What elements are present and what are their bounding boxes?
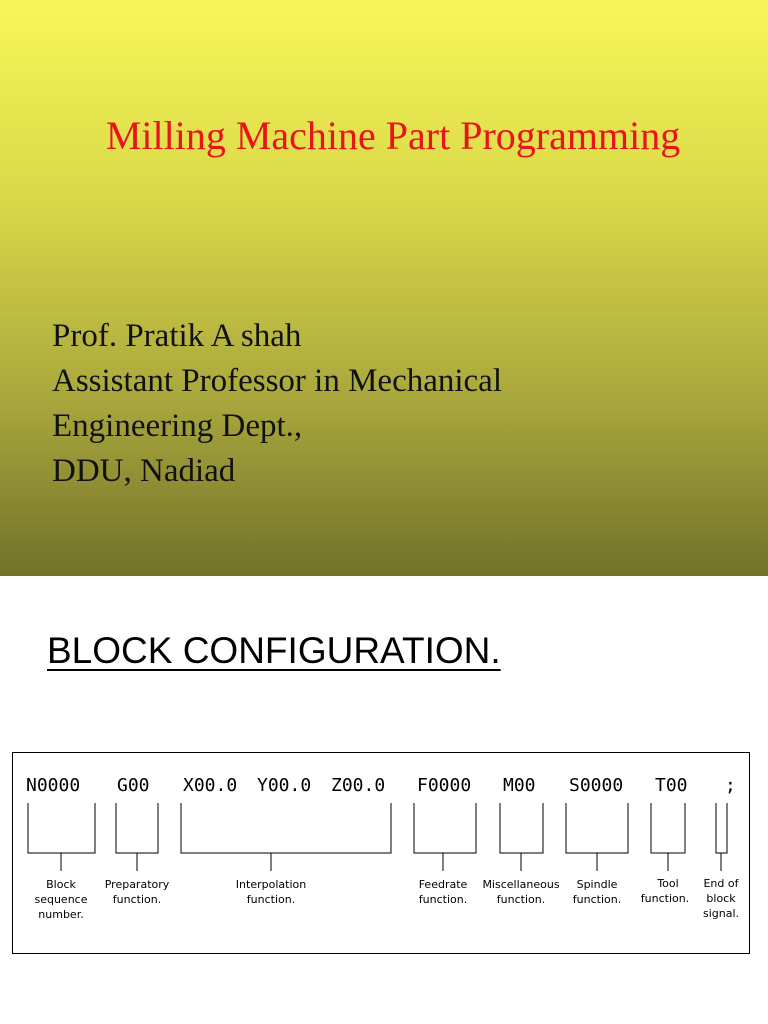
bracket-block-number bbox=[28, 803, 95, 853]
bracket-tool bbox=[651, 803, 685, 853]
label-preparatory-line1: Preparatory bbox=[104, 878, 170, 891]
code-block-number: N0000 bbox=[26, 775, 81, 796]
author-position: Assistant Professor in Mechanical bbox=[52, 363, 502, 399]
author-department: Engineering Dept., bbox=[52, 408, 303, 444]
bracket-spindle bbox=[566, 803, 628, 853]
code-end-of-block: ; bbox=[725, 775, 736, 796]
label-tool-line2: function. bbox=[640, 892, 690, 905]
label-block-number-line3: number. bbox=[38, 908, 84, 921]
author-institution: DDU, Nadiad bbox=[52, 453, 236, 489]
label-end-of-block-line1: End of bbox=[703, 877, 739, 890]
bracket-miscellaneous bbox=[500, 803, 543, 853]
bracket-feedrate bbox=[414, 803, 476, 853]
code-z-axis: Z00.0 bbox=[331, 775, 386, 796]
bracket-interpolation bbox=[181, 803, 391, 853]
label-spindle-line1: Spindle bbox=[576, 878, 618, 891]
label-spindle-line2: function. bbox=[572, 893, 622, 906]
section-heading: BLOCK CONFIGURATION. bbox=[47, 630, 501, 671]
label-tool-line1: Tool bbox=[657, 877, 679, 890]
label-feedrate-line1: Feedrate bbox=[418, 878, 468, 891]
label-interpolation-line1: Interpolation bbox=[235, 878, 307, 891]
code-y-axis: Y00.0 bbox=[257, 775, 312, 796]
label-block-number-line1: Block bbox=[46, 878, 76, 891]
slide-title: Milling Machine Part Programming bbox=[105, 113, 681, 158]
code-preparatory: G00 bbox=[117, 775, 150, 796]
label-end-of-block-line2: block bbox=[706, 892, 736, 905]
code-miscellaneous: M00 bbox=[503, 775, 536, 796]
author-block bbox=[52, 314, 752, 494]
label-feedrate-line2: function. bbox=[418, 893, 468, 906]
code-tool: T00 bbox=[655, 775, 688, 796]
label-block-number-line2: sequence bbox=[34, 893, 88, 906]
label-end-of-block-line3: signal. bbox=[702, 907, 740, 920]
block-configuration-diagram bbox=[12, 752, 750, 954]
label-interpolation-line2: function. bbox=[246, 893, 296, 906]
label-miscellaneous-line2: function. bbox=[496, 893, 546, 906]
author-name: Prof. Pratik A shah bbox=[52, 318, 302, 354]
bracket-end-of-block bbox=[716, 803, 727, 853]
bracket-preparatory bbox=[116, 803, 158, 853]
code-x-axis: X00.0 bbox=[183, 775, 238, 796]
label-miscellaneous-line1: Miscellaneous bbox=[482, 878, 560, 891]
label-preparatory-line2: function. bbox=[112, 893, 162, 906]
code-spindle: S0000 bbox=[569, 775, 624, 796]
code-feedrate: F0000 bbox=[417, 775, 472, 796]
